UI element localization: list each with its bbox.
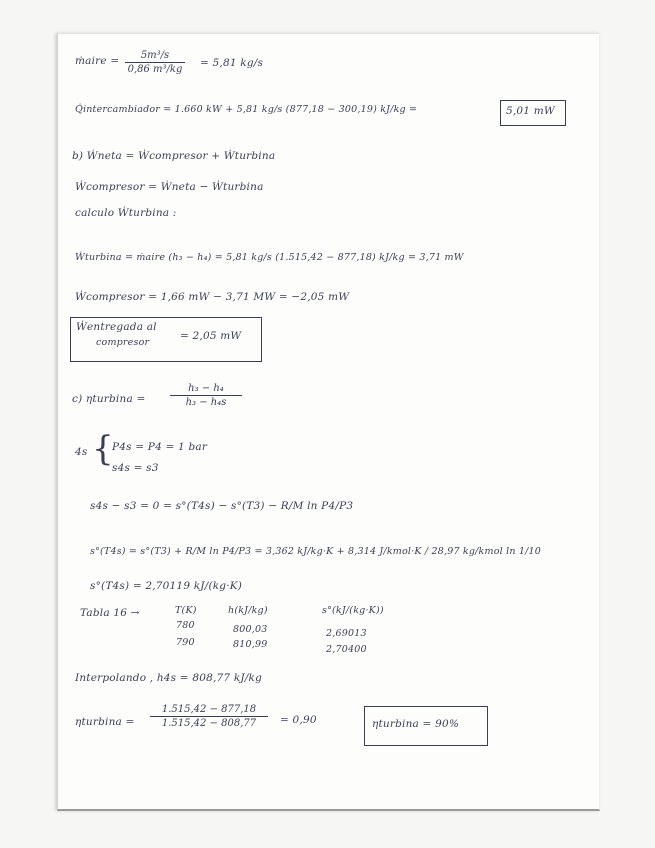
- col-s: s°(kJ/(kg·K)): [322, 605, 384, 616]
- eta-turbina-label: c) ηturbina =: [72, 393, 146, 405]
- s-270400: 2,70400: [326, 644, 367, 655]
- q-intercambiador-result: 5,01 mW: [506, 105, 555, 117]
- eta-numerator: h₃ − h₄: [188, 383, 224, 394]
- eta-final-fraction: [150, 704, 268, 729]
- m-aire-denominator: 0,86 m³/kg: [127, 64, 183, 75]
- h-800: 800,03: [233, 624, 268, 635]
- tabla-label: Tabla 16 →: [80, 607, 140, 619]
- m-aire-fraction: [125, 50, 185, 75]
- w-entregada-label-2: compresor: [96, 337, 150, 348]
- interpolando-eq: Interpolando , h4s = 808,77 kJ/kg: [75, 672, 263, 684]
- s4s-eq: s4s = s3: [112, 462, 159, 474]
- p4s-eq: P4s = P4 = 1 bar: [112, 441, 208, 453]
- col-t: T(K): [175, 605, 197, 616]
- eta-final-boxed: ηturbina = 90%: [372, 718, 460, 730]
- eta-final-numerator: 1.515,42 − 877,18: [161, 704, 257, 715]
- w-compresor-eq: Ẇcompresor = Ẇneta − Ẇturbina: [75, 181, 264, 193]
- eta-final-label: ηturbina =: [75, 716, 135, 728]
- eta-final-denominator: 1.515,42 − 808,77: [161, 718, 257, 729]
- m-aire-result: = 5,81 kg/s: [200, 57, 264, 69]
- eta-final-result: = 0,90: [280, 714, 317, 726]
- entropy-eq: s4s − s3 = 0 = s°(T4s) − s°(T3) − R/M ln P4/P3: [90, 500, 354, 512]
- brace-icon: {: [92, 429, 114, 469]
- w-neta-eq: b) Ẇneta = Ẇcompresor + Ẇturbina: [72, 150, 276, 162]
- t-790: 790: [176, 637, 195, 648]
- w-entregada-value: = 2,05 mW: [180, 330, 242, 342]
- m-aire-label: ṁaire =: [75, 55, 120, 67]
- eta-turbina-fraction: [170, 383, 242, 408]
- s0-eq: s°(T4s) = s°(T3) + R/M ln P4/P3 = 3,362 kJ/kg·K + 8,314 J/kmol·K / 28,97 kg/kmol ln 1/10: [90, 546, 542, 557]
- col-h: h(kJ/kg): [228, 605, 268, 616]
- s-269013: 2,69013: [326, 628, 367, 639]
- q-intercambiador-eq: Q̇intercambiador = 1.660 kW + 5,81 kg/s (877,18 − 300,19) kJ/kg =: [75, 104, 418, 115]
- eta-denominator: h₃ − h₄s: [185, 397, 227, 408]
- m-aire-numerator: 5m³/s: [140, 50, 170, 61]
- calculo-label: calculo Ẇturbina :: [75, 207, 177, 219]
- w-compresor-value: Ẇcompresor = 1,66 mW − 3,71 MW = −2,05 mW: [75, 291, 350, 303]
- h-810: 810,99: [233, 639, 268, 650]
- t-780: 780: [176, 620, 195, 631]
- s0-result: s°(T4s) = 2,70119 kJ/(kg·K): [90, 580, 243, 592]
- w-entregada-label: Ẇentregada al: [76, 321, 157, 333]
- state-4s-label: 4s: [75, 446, 88, 458]
- w-turbina-eq: Ẇturbina = ṁaire (h₃ − h₄) = 5,81 kg/s (1.515,42 − 877,18) kJ/kg = 3,71 mW: [75, 252, 464, 263]
